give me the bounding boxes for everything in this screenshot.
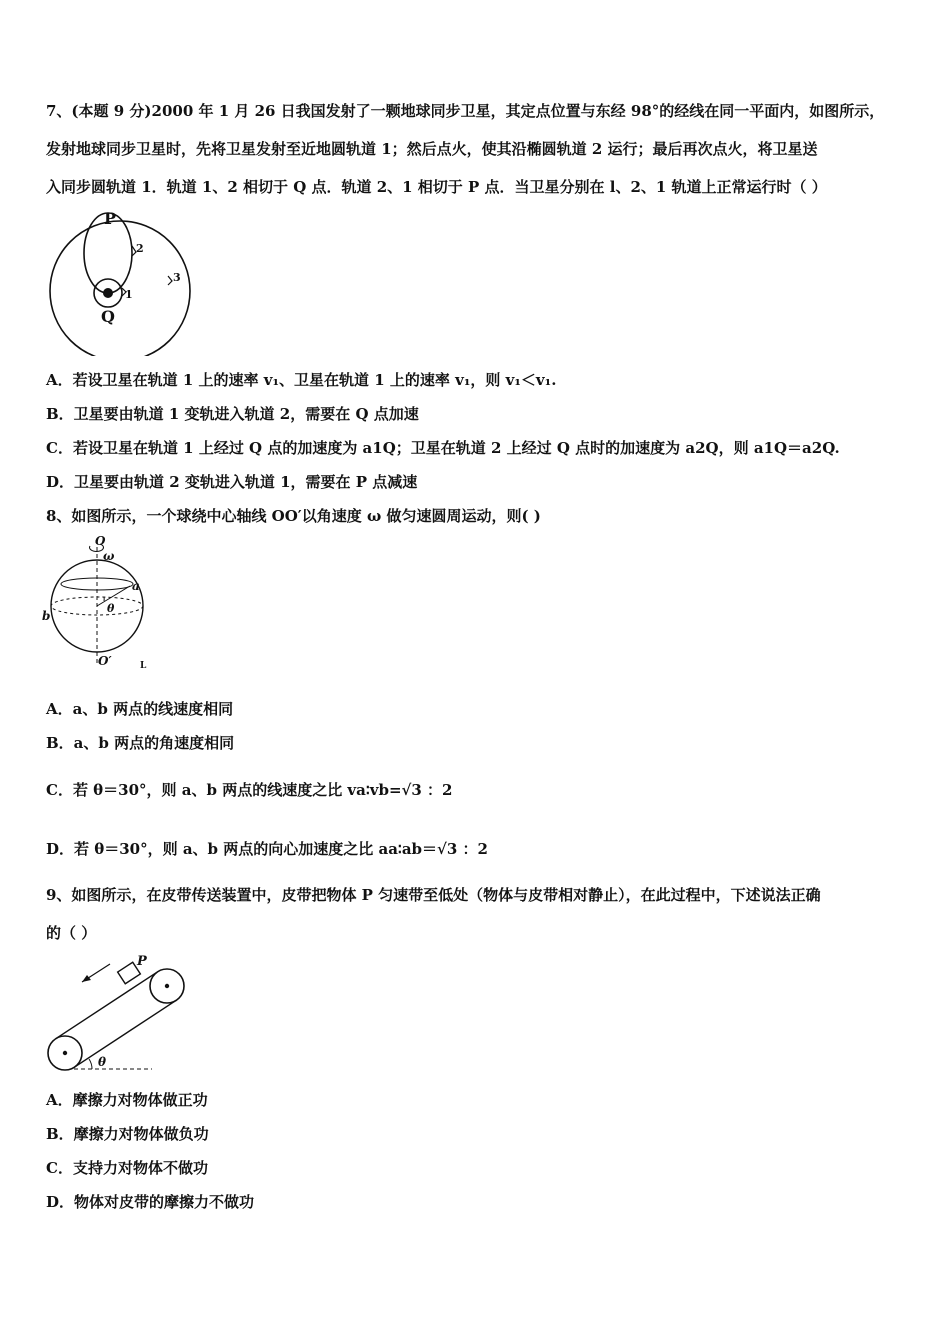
q8-option-d: D．若 θ＝30°，则 a、b 两点的向心加速度之比 aa∶ab＝√3 ：2 [46, 840, 488, 858]
earth-dot [103, 288, 113, 298]
q8-option-b: B．a、b 两点的角速度相同 [46, 734, 235, 752]
label-o-prime: O′ [98, 654, 112, 668]
label-p: P [104, 209, 117, 228]
label-a: a [132, 579, 140, 593]
q7-stem-line2: 发射地球同步卫星时，先将卫星发射至近地圆轨道 1；然后点火，使其沿椭圆轨道 2 运行；最后再次点火，将卫星送 [46, 140, 818, 158]
label-orbit-1: 1 [125, 288, 133, 301]
q7-option-a: A．若设卫星在轨道 1 上的速率 v₁、卫星在轨道 1 上的速率 v₁，则 v₁＜v₁. [46, 371, 557, 389]
q9-option-c: C．支持力对物体不做功 [46, 1159, 208, 1177]
orbit-diagram [40, 206, 200, 356]
rotating-sphere-diagram [40, 534, 160, 674]
label-q: Q [101, 307, 115, 326]
motion-arrow [82, 975, 91, 982]
label-p: P [137, 954, 147, 969]
label-orbit-3: 3 [173, 271, 181, 284]
q7-option-d: D．卫星要由轨道 2 变轨进入轨道 1，需要在 P 点减速 [46, 473, 418, 491]
q9-option-d: D．物体对皮带的摩擦力不做功 [46, 1193, 255, 1211]
conveyor-belt-diagram [40, 952, 200, 1077]
q7-stem-line3: 入同步圆轨道 1．轨道 1、2 相切于 Q 点．轨道 2、1 相切于 P 点．当卫星分别在 l、2、1 轨道上正常运行时（ ） [46, 178, 827, 196]
q7-stem-line1: 7、(本题 9 分)2000 年 1 月 26 日我国发射了一颗地球同步卫星，其定点位置与东经 98°的经线在同一平面内，如图所示， [46, 102, 885, 120]
q9-option-b: B．摩擦力对物体做负功 [46, 1125, 209, 1143]
label-o: O [95, 534, 106, 548]
q8-stem: 8、如图所示，一个球绕中心轴线 OO′以角速度 ω 做匀速圆周运动，则( ) [46, 507, 541, 525]
label-theta: θ [98, 1055, 107, 1069]
q9-stem-line2: 的（ ） [46, 924, 97, 942]
q9-stem-line1: 9、如图所示，在皮带传送装置中，皮带把物体 P 匀速带至低处（物体与皮带相对静止），在此过程中，下述说法正确 [46, 886, 821, 904]
q8-option-c: C．若 θ＝30°，则 a、b 两点的线速度之比 va∶vb=√3 ：2 [46, 781, 453, 799]
q9-option-a: A．摩擦力对物体做正功 [46, 1091, 208, 1109]
q7-option-c: C．若设卫星在轨道 1 上经过 Q 点的加速度为 a1Q；卫星在轨道 2 上经过 Q 点时的加速度为 a2Q，则 a1Q＝a2Q. [46, 439, 840, 457]
belt-upper-side [56, 972, 158, 1039]
belt-lower-side [74, 1000, 176, 1067]
label-b: b [42, 609, 51, 623]
label-omega: ω [103, 549, 115, 563]
label-theta: θ [107, 602, 115, 615]
q7-option-b: B．卫星要由轨道 1 变轨进入轨道 2，需要在 Q 点加速 [46, 405, 419, 423]
label-orbit-2: 2 [136, 242, 144, 255]
q8-option-a: A．a、b 两点的线速度相同 [46, 700, 234, 718]
label-corner: L [140, 661, 147, 671]
